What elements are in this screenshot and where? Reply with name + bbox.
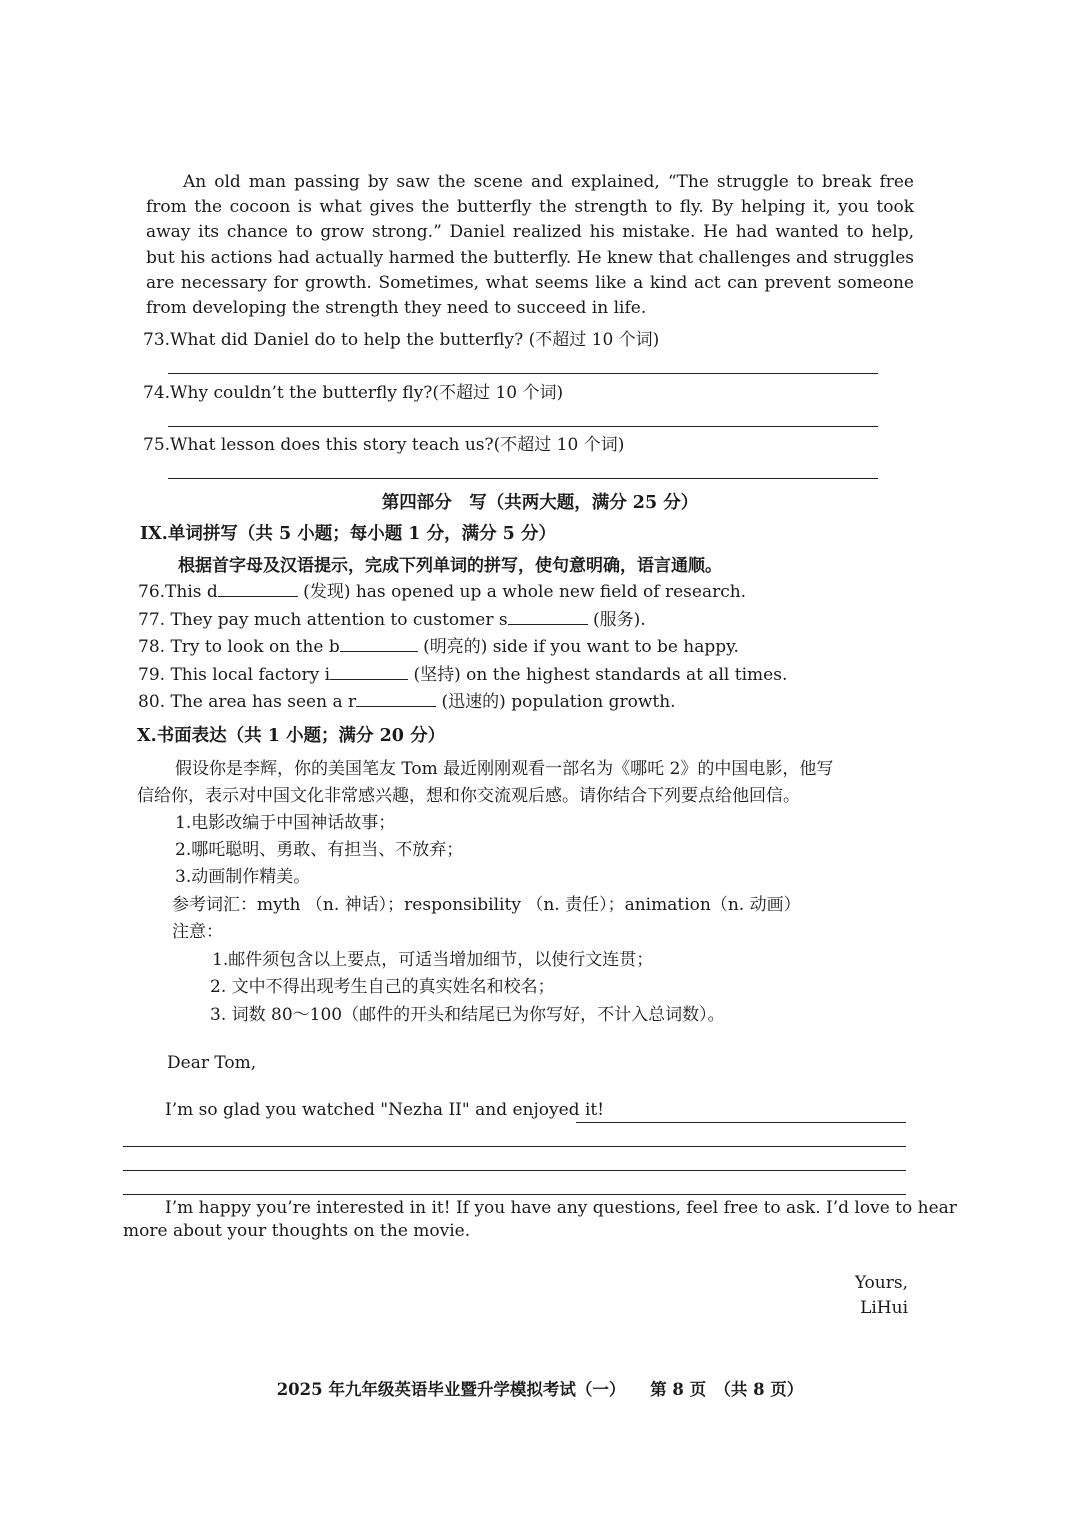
letter-closing-line1: I’m happy you’re interested in it! If you have any questions, feel free to ask. I’d love to hear [165,1198,957,1218]
section9-title: IX.单词拼写（共 5 小题；每小题 1 分，满分 5 分） [140,524,556,544]
section10-notes-label: 注意： [172,922,223,942]
letter-greeting: Dear Tom, [167,1053,257,1073]
section10-title: X.书面表达（共 1 小题；满分 20 分） [137,726,446,746]
item-80 [138,687,676,712]
section10-note-2: 2. 文中不得出现考生自己的真实姓名和校名； [210,977,555,997]
answer-line-74[interactable] [168,426,878,427]
letter-closing-line2: more about your thoughts on the movie. [123,1221,471,1241]
item-78-prefix: 78. Try to look on the b [138,637,340,657]
item-78-blank[interactable] [340,635,418,652]
item-79 [138,660,787,685]
writing-line-3[interactable] [123,1170,906,1171]
letter-opening: I’m so glad you watched "Nezha II" and enjoyed it! [165,1100,605,1120]
item-79-prefix: 79. This local factory i [138,665,331,685]
section10-note-1: 1.邮件须包含以上要点，可适当增加细节，以使行文连贯； [212,950,654,970]
section10-prompt-line2: 信给你，表示对中国文化非常感兴趣，想和你交流观后感。请你结合下列要点给他回信。 [137,786,800,806]
item-76-suffix: (发现) has opened up a whole new field of research. [297,582,747,602]
item-77 [138,605,646,630]
section10-vocab: 参考词汇：myth （n. 神话）；responsibility （n. 责任）；animation（n. 动画） [172,895,801,915]
page-footer: 2025 年九年级英语毕业暨升学模拟考试（一） 第 8 页 （共 8 页） [276,1380,804,1399]
item-76 [138,577,746,602]
writing-line-1[interactable] [576,1122,906,1123]
item-80-prefix: 80. The area has seen a r [138,692,357,712]
reading-passage: An old man passing by saw the scene and explained, “The struggle to break free from the cocoon is what gives the butterfly the strength to fly. By helping it, you took away its chance to grow strong.” Daniel realized his mistake. He had wanted to help, but his actions had actually harmed the butterfly. He knew that challenges and struggles are necessary for growth. Sometimes, what seems like a kind act can prevent someone from developing the strength they need to succeed in life. [146,172,914,319]
item-78-suffix: (明亮的) side if you want to be happy. [417,637,739,657]
section10-note-3: 3. 词数 80～100（邮件的开头和结尾已为你写好，不计入总词数）。 [210,1005,725,1025]
section10-point-3: 3.动画制作精美。 [175,867,311,887]
item-76-prefix: 76.This d [138,582,218,602]
question-74: 74.Why couldn’t the butterfly fly?(不超过 10 个词) [143,383,564,403]
item-76-blank[interactable] [218,580,298,597]
item-79-blank[interactable] [330,663,408,680]
part4-title: 第四部分 写（共两大题，满分 25 分） [381,493,699,513]
item-79-suffix: (坚持) on the highest standards at all times. [408,665,788,685]
item-80-suffix: (迅速的) population growth. [436,692,676,712]
answer-line-75[interactable] [168,478,878,479]
item-77-blank[interactable] [508,608,588,625]
question-73: 73.What did Daniel do to help the butterfly? (不超过 10 个词) [143,330,660,350]
writing-line-4[interactable] [123,1194,906,1195]
answer-line-73[interactable] [168,373,878,374]
section10-point-1: 1.电影改编于中国神话故事； [175,813,396,833]
item-80-blank[interactable] [356,690,436,707]
section10-prompt-line1: 假设你是李辉，你的美国笔友 Tom 最近刚刚观看一部名为《哪吒 2》的中国电影，他写 [175,759,834,779]
writing-line-2[interactable] [123,1146,906,1147]
item-77-prefix: 77. They pay much attention to customer s [138,610,508,630]
section10-point-2: 2.哪吒聪明、勇敢、有担当、不放弃； [175,840,464,860]
section9-instruction: 根据首字母及汉语提示，完成下列单词的拼写，使句意明确，语言通顺。 [178,556,722,576]
letter-signature: LiHui [860,1298,908,1318]
letter-signoff: Yours, [854,1273,908,1293]
question-75: 75.What lesson does this story teach us?(不超过 10 个词) [143,435,625,455]
item-78 [138,632,739,657]
item-77-suffix: (服务). [587,610,646,630]
